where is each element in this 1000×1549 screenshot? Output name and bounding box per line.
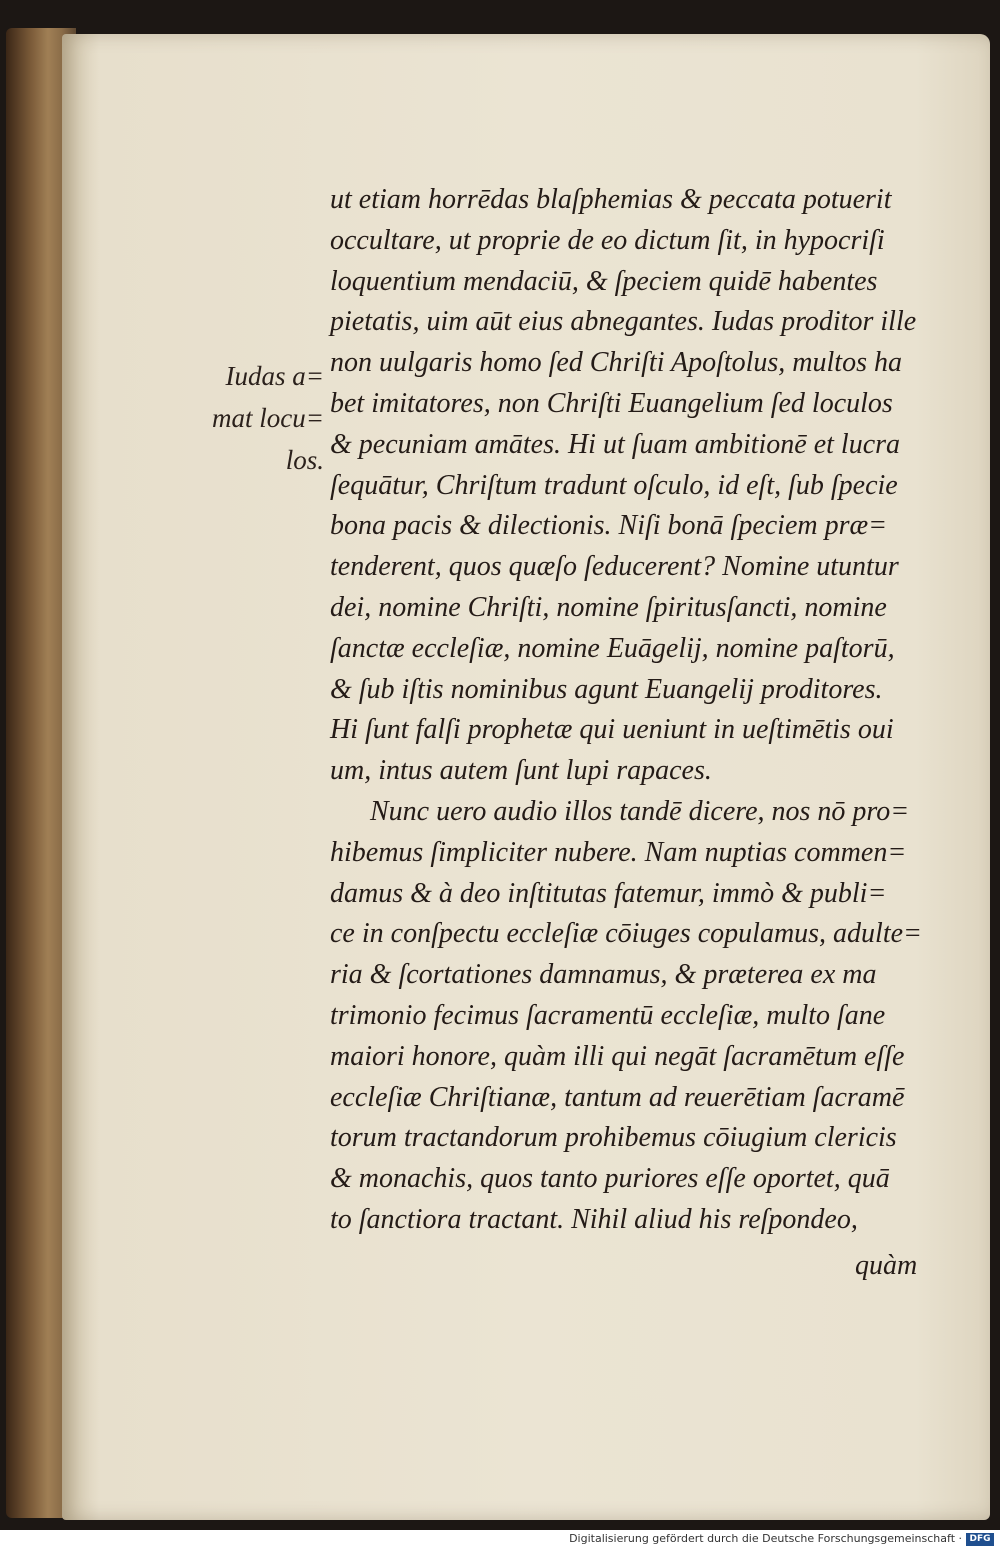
catchword: quàm bbox=[855, 1250, 918, 1281]
text-line: & ſub iſtis nominibus agunt Euangelij proditores. bbox=[330, 673, 883, 705]
text-line: torum tractandorum prohibemus cōiugium clericis bbox=[330, 1122, 897, 1154]
text-line: tenderent, quos quæſo ſeducerent? Nomine utuntur bbox=[330, 551, 899, 583]
main-text bbox=[330, 180, 950, 1241]
text-line: ce in conſpectu eccleſiæ cōiuges copulamus, adulte= bbox=[330, 918, 922, 950]
text-line: ſanctæ eccleſiæ, nomine Euāgelij, nomine paſtorū, bbox=[330, 632, 895, 664]
text-line: bet imitatores, non Chriſti Euangelium ſed loculos bbox=[330, 387, 893, 419]
marginal-note-line: Iudas a= bbox=[225, 361, 324, 391]
footer-bar bbox=[0, 1530, 1000, 1549]
text-line: eccleſiæ Chriſtianæ, tantum ad reuerētiam ſacramē bbox=[330, 1081, 905, 1113]
text-line: bona pacis & dilectionis. Niſi bonā ſpeciem præ= bbox=[330, 510, 888, 542]
text-line: ut etiam horrēdas blaſphemias & peccata potuerit bbox=[330, 184, 892, 215]
dfg-logo: DFG bbox=[966, 1533, 994, 1546]
text-line: ria & ſcortationes damnamus, & præterea ex ma bbox=[330, 959, 877, 991]
text-line: um, intus autem ſunt lupi rapaces. bbox=[330, 755, 712, 787]
text-line: Hi ſunt falſi prophetæ qui ueniunt in ueſtimētis oui bbox=[330, 714, 894, 746]
text-line: damus & à deo inſtitutas fatemur, immò & publi= bbox=[330, 877, 887, 909]
text-line: & monachis, quos tanto puriores eſſe oportet, quā bbox=[330, 1163, 890, 1195]
text-line: ſequātur, Chriſtum tradunt oſculo, id eſt, ſub ſpecie bbox=[330, 469, 898, 501]
text-line: loquentium mendaciū, & ſpeciem quidē habentes bbox=[330, 265, 878, 297]
marginal-note-line: mat locu= bbox=[212, 403, 324, 433]
text-line: occultare, ut proprie de eo dictum ſit, in hypocriſi bbox=[330, 224, 885, 256]
text-line: & pecuniam amātes. Hi ut ſuam ambitionē et lucra bbox=[330, 428, 901, 460]
text-line: hibemus ſimpliciter nubere. Nam nuptias commen= bbox=[330, 836, 907, 868]
text-line: to ſanctiora tractant. Nihil aliud his reſpondeo, bbox=[330, 1203, 858, 1235]
text-line: trimonio fecimus ſacramentū eccleſiæ, multo ſane bbox=[330, 999, 886, 1031]
marginal-note-line: los. bbox=[285, 445, 324, 475]
marginal-note bbox=[206, 355, 324, 481]
text-line: dei, nomine Chriſti, nomine ſpiritusſancti, nomine bbox=[330, 591, 887, 623]
text-line: maiori honore, quàm illi qui negāt ſacramētum eſſe bbox=[330, 1040, 905, 1072]
text-line: pietatis, uim aūt eius abnegantes. Iudas proditor ille bbox=[330, 306, 917, 338]
text-line-indented: Nunc uero audio illos tandē dicere, nos nō pro= bbox=[370, 795, 910, 827]
funding-credit: Digitalisierung gefördert durch die Deutsche Forschungsgemeinschaft · bbox=[569, 1532, 962, 1545]
text-line: non uulgaris homo ſed Chriſti Apoſtolus, multos ha bbox=[330, 347, 902, 379]
